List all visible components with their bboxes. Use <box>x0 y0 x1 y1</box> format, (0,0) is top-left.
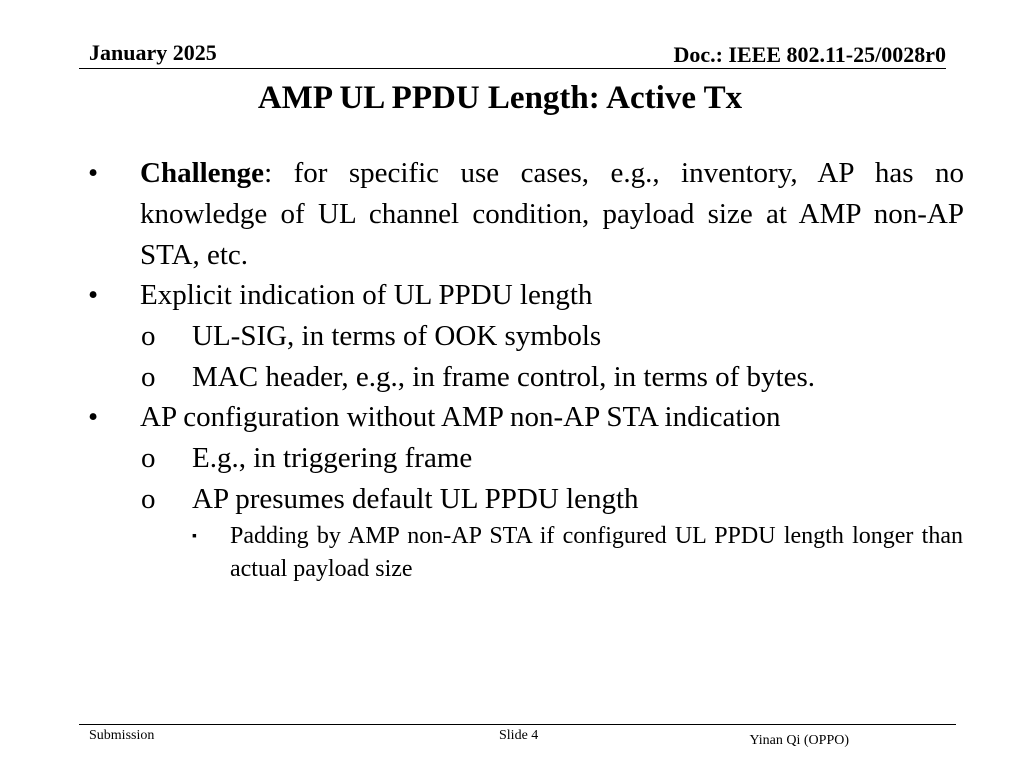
header-doc-id: Doc.: IEEE 802.11-25/0028r0 <box>673 42 946 67</box>
square-bullet-icon: ▪ <box>192 529 197 544</box>
bullet-marker: • <box>88 401 99 433</box>
footer-author: Yinan Qi (OPPO) <box>749 733 849 748</box>
footer-divider <box>79 724 956 725</box>
sub-bullet-marker: o <box>141 442 156 474</box>
bullet-marker: • <box>88 157 99 189</box>
footer-slide-number: Slide 4 <box>499 728 539 743</box>
sub-sub-bullet-text: Padding by AMP non-AP STA if configured UL PPDU length longer than actual payload size <box>230 523 963 582</box>
bullet-text <box>140 153 964 276</box>
sub-bullet-text: MAC header, e.g., in frame control, in terms of bytes. <box>192 361 815 393</box>
bullet-text: Explicit indication of UL PPDU length <box>140 279 593 311</box>
bullet-text: AP configuration without AMP non-AP STA indication <box>140 401 781 433</box>
sub-bullet-marker: o <box>141 483 156 515</box>
sub-bullet-marker: o <box>141 361 156 393</box>
sub-bullet-text: UL-SIG, in terms of OOK symbols <box>192 320 602 352</box>
sub-bullet-marker: o <box>141 320 156 352</box>
sub-bullet-text: AP presumes default UL PPDU length <box>192 483 639 515</box>
bullet-bold-lead: Challenge <box>140 157 265 189</box>
bullet-marker: • <box>88 279 99 311</box>
bullet-text-rest: : for specific use cases, e.g., inventory, AP has no knowledge of UL channel condition, payload size at AMP non-AP STA, etc. <box>140 157 964 271</box>
header-date: January 2025 <box>89 40 217 65</box>
slide-title: AMP UL PPDU Length: Active Tx <box>257 80 743 116</box>
footer-submission: Submission <box>89 728 155 743</box>
sub-bullet-text: E.g., in triggering frame <box>192 442 473 474</box>
